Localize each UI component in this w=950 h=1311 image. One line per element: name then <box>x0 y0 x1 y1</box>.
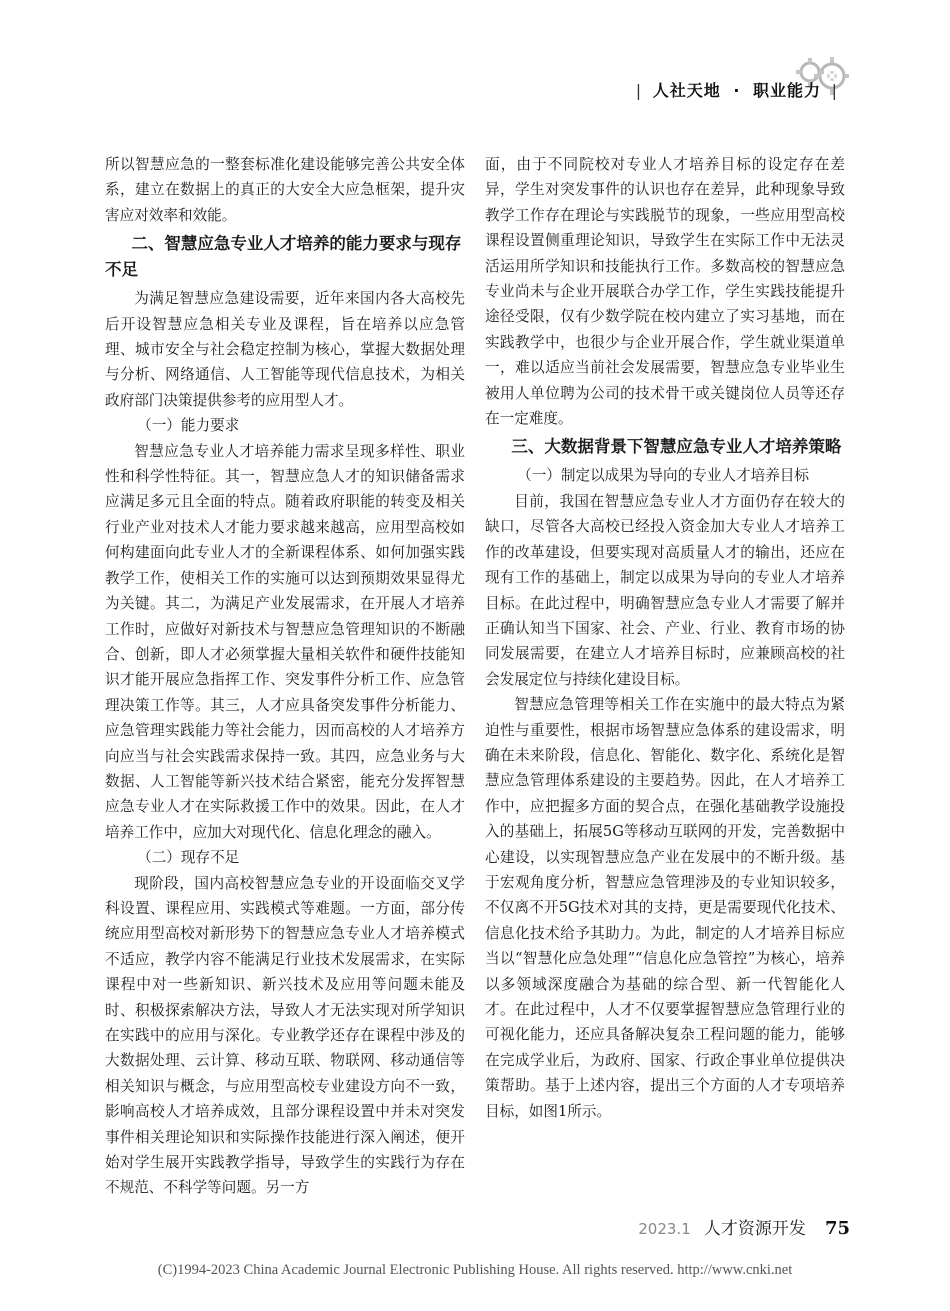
header-subsection: 职业能力 <box>753 81 822 100</box>
subsection-heading-goals: （一）制定以成果为导向的专业人才培养目标 <box>517 467 809 485</box>
copyright-notice: (C)1994-2023 China Academic Journal Electronic Publishing House. All rights reserved. http://www.cnki.net <box>157 1262 793 1278</box>
header-section: 人社天地 <box>652 81 721 100</box>
left-paragraph-1: 为满足智慧应急建设需要，近年来国内各大高校先后开设智慧应急相关专业及课程，旨在培养以应急管理、城市安全与社会稳定控制为核心，掌握大数据处理与分析、网络通信、人工智能等现代信息技术，为相关政府部门决策提供参考的应用型人才。 <box>105 290 465 409</box>
page-footer <box>638 1214 850 1239</box>
subsection-heading-shortcomings: （二）现存不足 <box>137 849 240 867</box>
left-paragraph-0: 所以智慧应急的一整套标准化建设能够完善公共安全体系，建立在数据上的真正的大安全大应急框架，提升灾害应对效率和效能。 <box>105 156 465 224</box>
subsection-heading-ability: （一）能力要求 <box>137 417 240 435</box>
header-bar-right: | <box>831 81 838 100</box>
left-column <box>105 152 465 1201</box>
right-paragraph-2: 智慧应急管理等相关工作在实施中的最大特点为紧迫性与重要性，根据市场智慧应急体系的建设需求，明确在未来阶段，信息化、智能化、数字化、系统化是智慧应急管理体系建设的主要趋势。因此，在人才培养工作中，应把握多方面的契合点，在强化基础教学设施投入的基础上，拓展5G等移动互联网的开发，完善数据中心建设，以实现智慧应急产业在发展中的不断升级。基于宏观角度分析，智慧应急管理涉及的专业知识较多，不仅离不开5G技术对其的支持，更是需要现代化技术、信息化技术给予其助力。为此，制定的人才培养目标应当以“智慧化应急处理”“信息化应急管控”为核心，培养以多领域深度融合为基础的综合型、新一代智能化人才。在此过程中，人才不仅要掌握智慧应急管理行业的可视化能力，还应具备解决复杂工程问题的能力，能够在完成学业后，为政府、国家、行政企事业单位提供决策帮助。基于上述内容，提出三个方面的人才专项培养目标，如图1所示。 <box>485 696 845 1120</box>
right-paragraph-1: 目前，我国在智慧应急专业人才方面仍存在较大的缺口，尽管各大高校已经投入资金加大专业人才培养工作的改革建设，但要实现对高质量人才的输出，还应在现有工作的基础上，制定以成果为导向的专业人才培养目标。在此过程中，明确智慧应急专业人才需要了解并正确认知当下国家、社会、产业、行业、教育市场的协同发展需要，在建立人才培养目标时，应兼顾高校的社会发展定位与持续化建设目标。 <box>485 492 845 688</box>
running-header <box>632 78 842 101</box>
left-paragraph-2: 智慧应急专业人才培养能力需求呈现多样性、职业性和科学性特征。其一，智慧应急人才的知识储备需求应满足多元且全面的特点。随着政府职能的转变及相关行业产业对技术人才能力要求越来越高，应用型高校如何构建面向此专业人才的全新课程体系、如何加强实践教学工作，使相关工作的实施可以达到预期效果显得尤为关键。其二，为满足产业发展需求，在开展人才培养工作时，应做好对新技术与智慧应急管理知识的不断融合、创新，即人才必须掌握大量相关软件和硬件技能知识才能开展应急指挥工作、突发事件分析工作、应急管理决策工作等。其三，人才应具备突发事件分析能力、应急管理实践能力等社会能力，因而高校的人才培养方向应当与社会实践需求保持一致。其四，应急业务与大数据、人工智能等新兴技术结合紧密，能充分发挥智慧应急专业人才在实际救援工作中的效果。因此，在人才培养工作中，应加大对现代化、信息化理念的融入。 <box>105 442 465 841</box>
section-heading-3: 三、大数据背景下智慧应急专业人才培养策略 <box>511 437 842 457</box>
header-bar-left: | <box>635 81 643 100</box>
header-dot: · <box>733 81 741 100</box>
left-paragraph-3: 现阶段，国内高校智慧应急专业的开设面临交叉学科设置、课程应用、实践模式等难题。一方面，部分传统应用型高校对新形势下的智慧应急专业人才培养模式不适应，教学内容不能满足行业技术发展需求，在实际课程中对一些新知识、新兴技术及应用等问题未能及时、积极探索解决方法，导致人才无法实现对所学知识在实践中的应用与深化。专业教学还存在课程中涉及的大数据处理、云计算、移动互联、物联网、移动通信等相关知识与概念，与应用型高校专业建设方向不一致，影响高校人才培养成效，且部分课程设置中并未对突发事件相关理论知识和实际操作技能进行深入阐述，便开始对学生展开实践教学指导，导致学生的实践行为存在不规范、不科学等问题。另一方 <box>105 874 465 1197</box>
right-paragraph-0: 面，由于不同院校对专业人才培养目标的设定存在差异，学生对突发事件的认识也存在差异，此种现象导致教学工作存在理论与实践脱节的现象，一些应用型高校课程设置侧重理论知识，导致学生在实际工作中无法灵活运用所学知识和技能执行工作。多数高校的智慧应急专业尚未与企业开展联合办学工作，学生实践技能提升途径受限，仅有少数学院在校内建立了实习基地，而在实践教学中，也很少与企业开展合作，学生就业渠道单一，难以适应当前社会发展需要，智慧应急专业毕业生被用人单位聘为公司的技术骨干或关键岗位人员等还存在一定难度。 <box>485 156 845 428</box>
issue-date: 2023.1 <box>638 1220 691 1238</box>
right-column <box>485 152 845 1124</box>
page-number: 75 <box>824 1218 850 1239</box>
magazine-name: 人才资源开发 <box>703 1219 806 1239</box>
section-heading-2: 二、智慧应急专业人才培养的能力要求与现存不足 <box>105 234 462 280</box>
